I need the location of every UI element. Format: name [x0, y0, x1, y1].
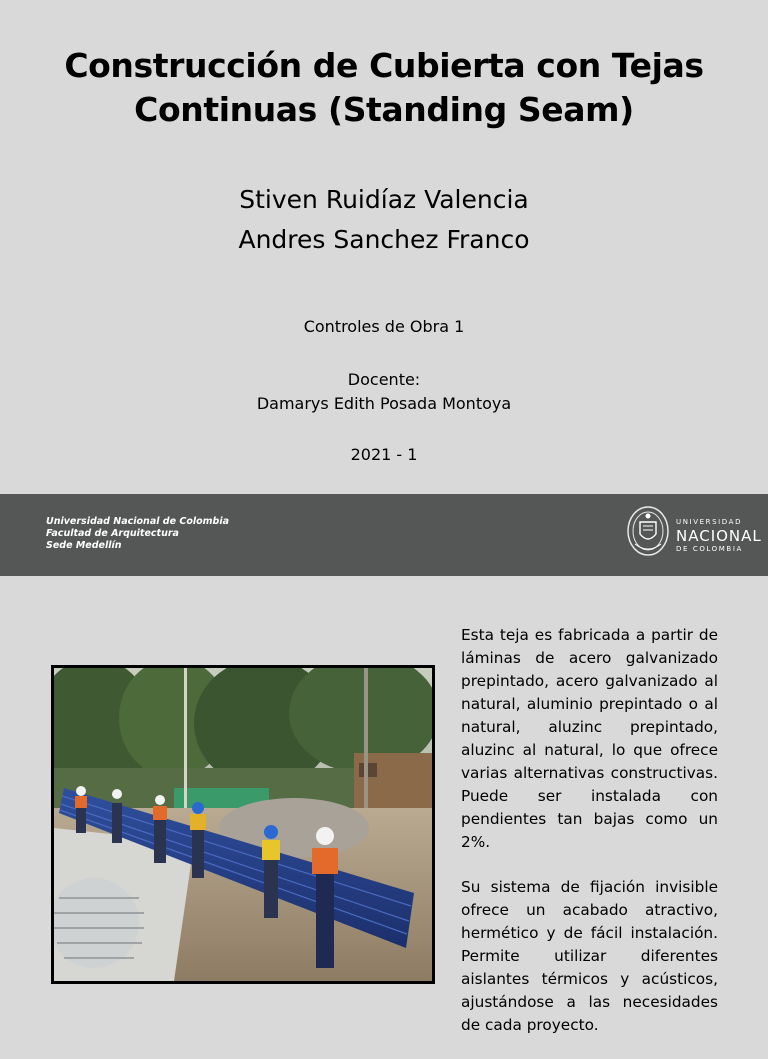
title-line-2: Continuas (Standing Seam) [134, 90, 634, 129]
university-logo [626, 504, 766, 564]
course-name: Controles de Obra 1 [303, 317, 465, 336]
paragraph-1: Esta teja es fabricada a partir de láminas de acero galvanizado prepintado, acero galvanizado al natural, aluminio prepintado o al natural, aluzinc prepintado, aluzinc al natural, lo que ofrece varias alternativas constructivas. Puede ser instalada con pendientes tan bajas como un 2%. [461, 626, 718, 851]
paragraph-2: Su sistema de fijación invisible ofrece un acabado atractivo, hermético y de fácil instalación. Permite utilizar diferentes aislantes térmicos y acústicos, ajustándose a las necesidades de cada proyecto. [461, 878, 718, 1034]
docente-block [0, 368, 768, 416]
cover-slide [0, 0, 768, 494]
title-line-1: Construcción de Cubierta con Tejas [64, 46, 704, 85]
author-2: Andres Sanchez Franco [238, 225, 530, 254]
institution-line-3: Sede Medellín [46, 540, 122, 551]
logo-top-text: UNIVERSIDAD [676, 518, 743, 526]
university-seal-icon [626, 504, 670, 558]
description-text [461, 624, 718, 1059]
institution-line-1: Universidad Nacional de Colombia [46, 516, 229, 527]
logo-bottom-text: DE COLOMBIA [676, 545, 743, 553]
docente-name: Damarys Edith Posada Montoya [256, 394, 512, 413]
construction-workers-photo-icon [54, 668, 432, 981]
institution-footer [0, 494, 768, 576]
construction-photo [51, 665, 435, 984]
docente-label: Docente: [347, 370, 421, 389]
content-slide [0, 576, 768, 1034]
logo-main-text: NACIONAL [676, 527, 762, 545]
institution-line-2: Facultad de Arquitectura [46, 528, 179, 539]
authors [0, 180, 768, 260]
institution-info [46, 516, 229, 552]
logo-wordmark [676, 518, 762, 554]
presentation-title [40, 44, 728, 132]
author-1: Stiven Ruidíaz Valencia [239, 185, 529, 214]
year: 2021 - 1 [350, 445, 418, 464]
